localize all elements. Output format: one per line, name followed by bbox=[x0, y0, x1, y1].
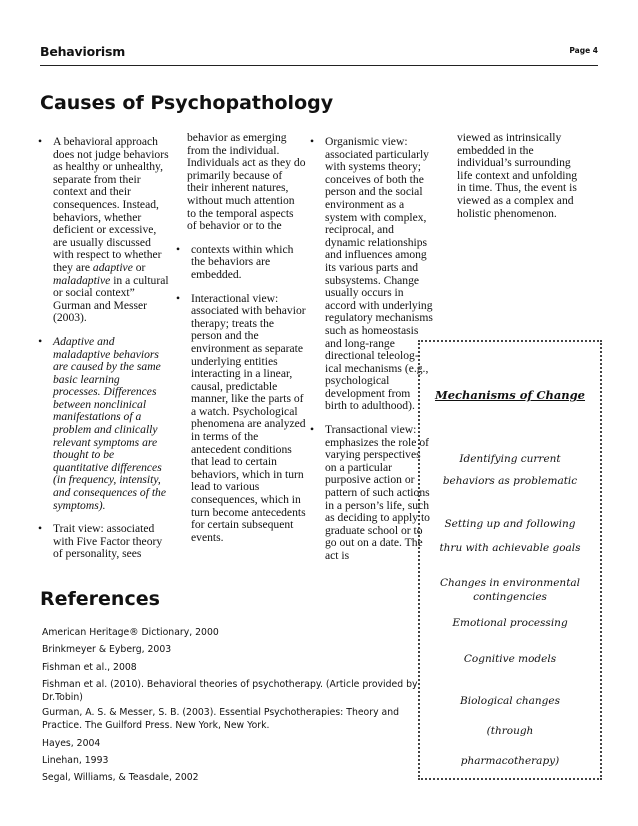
section-header: Behaviorism bbox=[40, 44, 126, 59]
bullet-icon: • bbox=[310, 423, 315, 437]
bullet-icon: • bbox=[38, 135, 43, 148]
transactional-view-continued: viewed as intrinsically embedded in the individual’s surrounding life context and unfolding in time. Thus, the event is viewed as a complex and holistic phenomenon. bbox=[457, 131, 578, 220]
reference-item: Segal, Williams, & Teasdale, 2002 bbox=[42, 772, 199, 784]
text-column-4 bbox=[450, 132, 578, 231]
references-list bbox=[42, 624, 420, 787]
mechanism-item: Changes in environmental contingencies bbox=[439, 577, 581, 603]
mechanism-item: Cognitive models bbox=[463, 653, 557, 665]
trait-view-continued: behavior as emerging from the individual. Individuals act as they do primarily because of their inherent natures, without much attention to the temporal aspects of behavior or to the bbox=[187, 131, 306, 233]
reference-item: Linehan, 1993 bbox=[42, 755, 109, 767]
bullet-icon: • bbox=[310, 135, 315, 148]
bullet-icon: • bbox=[38, 522, 43, 536]
text-column-3 bbox=[310, 136, 434, 574]
page-number: Page 4 bbox=[569, 46, 598, 55]
reference-item: Brinkmeyer & Eyberg, 2003 bbox=[42, 644, 172, 656]
bullet-interactional-view: • Interactional view: associated with behavior therapy; treats the person and the environment as separate underlying entities interacting in a linear, causal, predictable manner, like the parts of a watch. Psychological phenomena are analyzed in terms of the antecedent conditions that lead to certain behaviors, which in turn lead to various consequences, which in turn become antecedents for certain subsequent events. bbox=[176, 291, 306, 544]
page-title: Causes of Psychopathology bbox=[40, 92, 334, 114]
mechanism-item: Emotional processing bbox=[452, 617, 568, 629]
mechanisms-title: Mechanisms of Change bbox=[434, 388, 586, 402]
mechanism-item: Biological changes (through pharmacotherapy) bbox=[460, 695, 560, 767]
bullet-icon: • bbox=[176, 291, 181, 305]
bullet-contexts: • contexts within which the behaviors are embedded. bbox=[176, 242, 294, 281]
bullet-organismic-view: • Organismic view: associated particularly with systems theory; conceives of both the person and the social environment as a system with complex, reciprocal, and dynamic relationships and influences among its various parts and subsystems. Change usually occurs in accord with underlying regulatory mechanisms such as homeostasis and long-range directional teleolog-ical mechanisms (e.g., psychological development from birth to adulthood). bbox=[310, 135, 433, 413]
bullet-behavioral-approach: • A behavioral approach does not judge behaviors as healthy or unhealthy, separate from their context and their consequences. Instead, behaviors, whether deficient or excessive, are usually discussed with respect to whether they are adaptive or maladaptive in a cultural or social context” Gurman and Messer (2003). bbox=[38, 135, 169, 325]
bullet-trait-view: • Trait view: associated with Five Factor theory of personality, sees bbox=[38, 522, 163, 561]
bullet-icon: • bbox=[176, 242, 181, 256]
bullet-transactional-view: • Transactional view: emphasizes the role of varying perspectives on a particular purposive action or pattern of such actions in a person’s life, such as deciding to apply to graduate school or to go out on a date. The act is bbox=[310, 423, 430, 562]
mechanism-item: Setting up and following thru with achievable goals bbox=[439, 518, 581, 554]
reference-item: Hayes, 2004 bbox=[42, 737, 101, 749]
reference-item: Gurman, A. S. & Messer, S. B. (2003). Essential Psychotherapies: Theory and Practice. The Guilford Press. New York, New York. bbox=[42, 706, 400, 731]
text-column-1 bbox=[38, 136, 170, 572]
bullet-icon: • bbox=[38, 334, 43, 348]
reference-item: Fishman et al. (2010). Behavioral theories of psychotherapy. (Article provided by Dr.Tobin) bbox=[42, 678, 418, 703]
reference-item: Fishman et al., 2008 bbox=[42, 661, 137, 673]
mechanism-item: Identifying current behaviors as problematic bbox=[442, 453, 578, 487]
mechanisms-of-change-box bbox=[418, 340, 602, 780]
references-heading: References bbox=[40, 588, 160, 610]
reference-item: American Heritage® Dictionary, 2000 bbox=[42, 627, 219, 638]
text-column-2 bbox=[176, 132, 306, 555]
header-divider bbox=[40, 65, 598, 66]
bullet-adaptive-maladaptive: • Adaptive and maladaptive behaviors are caused by the same basic learning processes. Differences between nonclinical manifestations of a problem and clinically relevant symptoms are thought to be quantitative differences (in frequency, intensity, and consequences of the symptoms). bbox=[38, 334, 167, 512]
